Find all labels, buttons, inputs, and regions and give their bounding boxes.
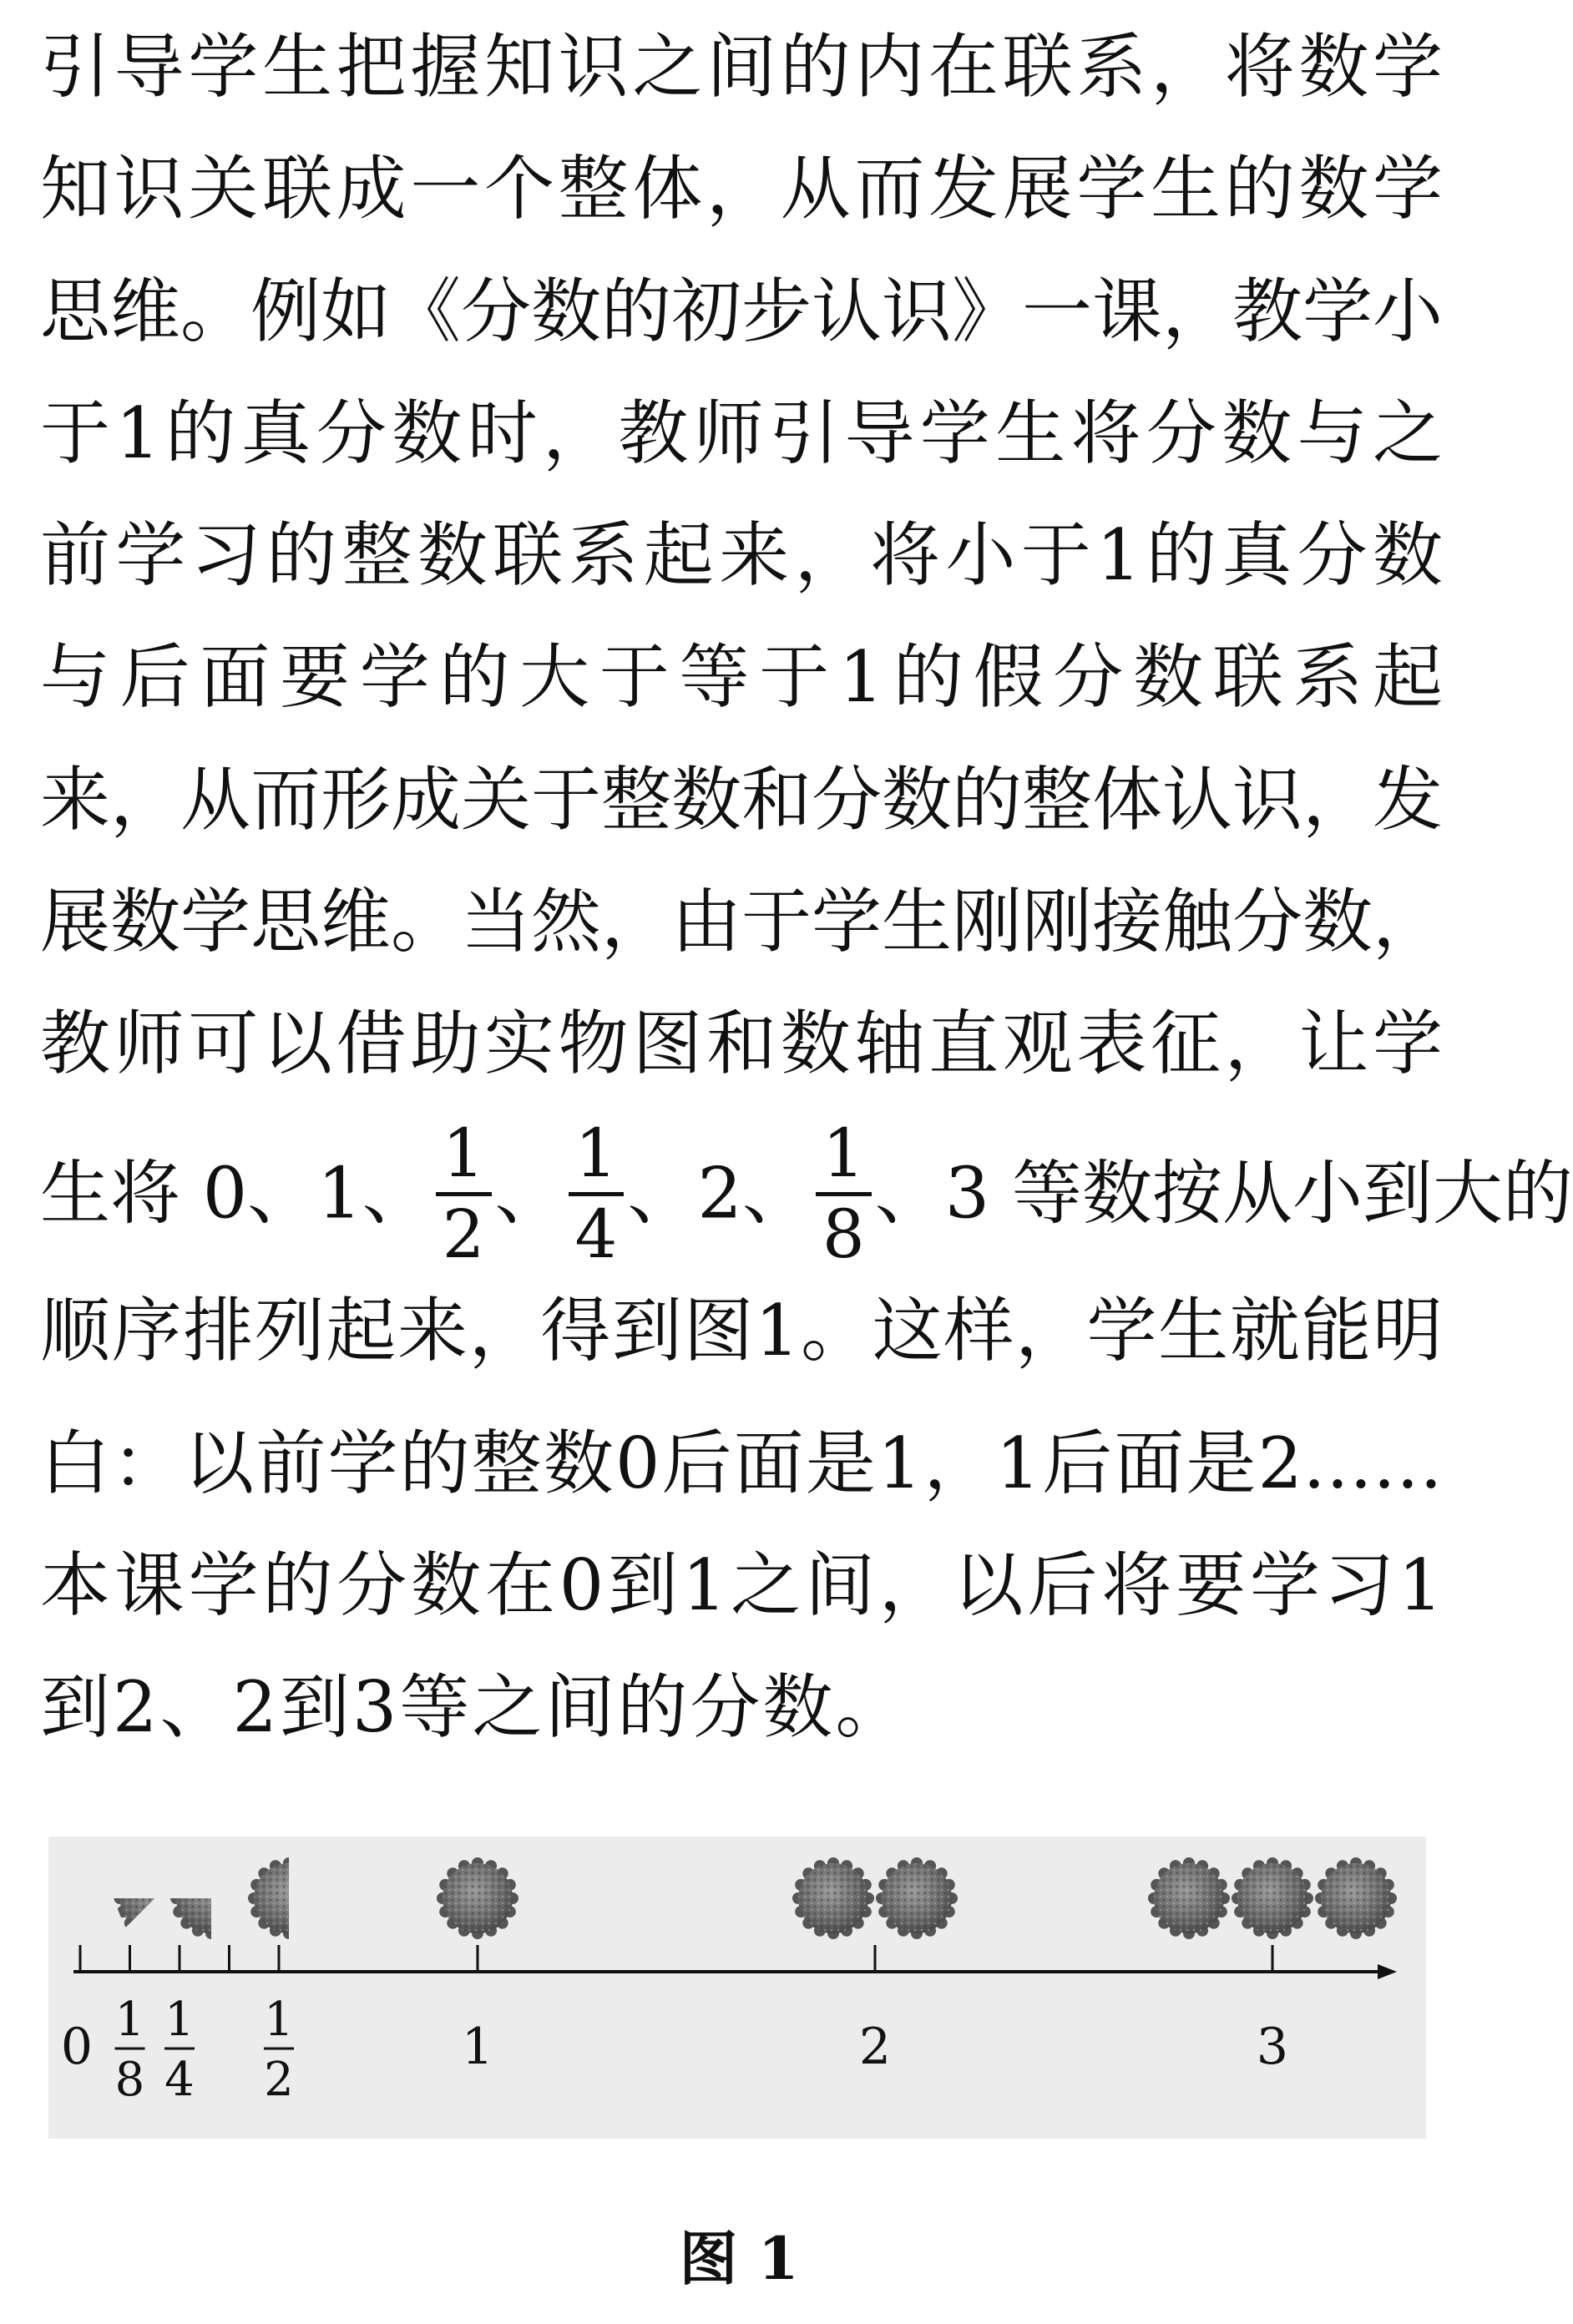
axis-label-numerator: 1 xyxy=(164,1993,195,2047)
paragraph-line: 知识关联成一个整体，从而发展学生的数学 xyxy=(40,148,1443,230)
cookie-icon xyxy=(1148,1857,1230,1939)
paragraph-line: 于1的真分数时，教师引导学生将分数与之 xyxy=(40,392,1443,474)
axis-label-whole: 0 xyxy=(60,2018,94,2076)
fraction-denominator: 8 xyxy=(822,1195,865,1273)
axis-label-numerator: 1 xyxy=(114,1993,145,2047)
fraction-line-prefix: 生将 0、1、 xyxy=(40,1152,432,1235)
axis-labels xyxy=(61,1993,1288,2107)
paragraph-line: 思维。例如《分数的初步认识》一课，教学小 xyxy=(40,270,1444,352)
paragraph-line: 引导学生把握知识之间的内在联系，将数学 xyxy=(40,26,1443,108)
axis-label-denominator: 2 xyxy=(264,2053,294,2107)
fraction-denominator: 2 xyxy=(442,1195,485,1273)
axis-label-numerator: 1 xyxy=(264,1993,294,2047)
fraction-one-half xyxy=(436,1114,492,1273)
paragraph-line: 与后面要学的大于等于1的假分数联系起 xyxy=(40,636,1443,718)
paragraph-line: 教师可以借助实物图和数轴直观表征，让学 xyxy=(40,1003,1443,1084)
axis-label-whole: 2 xyxy=(858,2018,892,2076)
fraction-numerator: 1 xyxy=(816,1120,872,1196)
fraction-line-sep: 、 xyxy=(494,1152,565,1235)
axis-arrowhead xyxy=(1378,1964,1397,1979)
number-line-figure xyxy=(48,1836,1426,2139)
paragraph-line: 本课学的分数在0到1之间，以后将要学习1 xyxy=(40,1544,1443,1626)
fraction-one-quarter xyxy=(569,1114,625,1273)
cookie-icon xyxy=(437,1857,518,1939)
axis-label-whole: 3 xyxy=(1256,2018,1289,2076)
cookie-icon xyxy=(1232,1857,1313,1939)
fraction-line-mid: 、2、 xyxy=(627,1152,812,1235)
fraction-line-suffix: 、3 等数按从小到大的 xyxy=(874,1152,1573,1235)
paragraph-line: 前学习的整数联系起来，将小于1的真分数 xyxy=(40,514,1443,596)
fraction-line xyxy=(40,1114,1573,1273)
axis-label-whole: 1 xyxy=(461,2018,494,2076)
axis-label-denominator: 8 xyxy=(114,2053,145,2107)
cookie-icon xyxy=(1315,1857,1397,1939)
cookie-icon xyxy=(792,1857,874,1939)
fraction-numerator: 1 xyxy=(436,1120,492,1196)
cookie-portion-icon xyxy=(170,1857,252,1939)
paragraph-line: 白：以前学的整数0后面是1，1后面是2…… xyxy=(40,1422,1443,1504)
paragraph-line: 展数学思维。当然，由于学生刚刚接触分数， xyxy=(40,881,1444,962)
fraction-denominator: 4 xyxy=(574,1195,618,1273)
paragraph-line: 来，从而形成关于整数和分数的整体认识，发 xyxy=(40,759,1444,841)
cookie-group xyxy=(114,1857,1398,1939)
figure-caption: 图 1 xyxy=(679,2224,799,2293)
axis-label-denominator: 4 xyxy=(164,2053,195,2107)
cookie-icon xyxy=(876,1857,958,1939)
number-axis xyxy=(73,1945,1397,1979)
number-line-svg xyxy=(48,1836,1426,2139)
cookie-portion-icon xyxy=(248,1857,330,1939)
paragraph-line: 顺序排列起来，得到图1。这样，学生就能明 xyxy=(40,1290,1443,1372)
paragraph-line-last: 到2、2到3等之间的分数。 xyxy=(40,1666,908,1748)
fraction-one-eighth xyxy=(816,1114,872,1273)
fraction-numerator: 1 xyxy=(569,1120,625,1196)
